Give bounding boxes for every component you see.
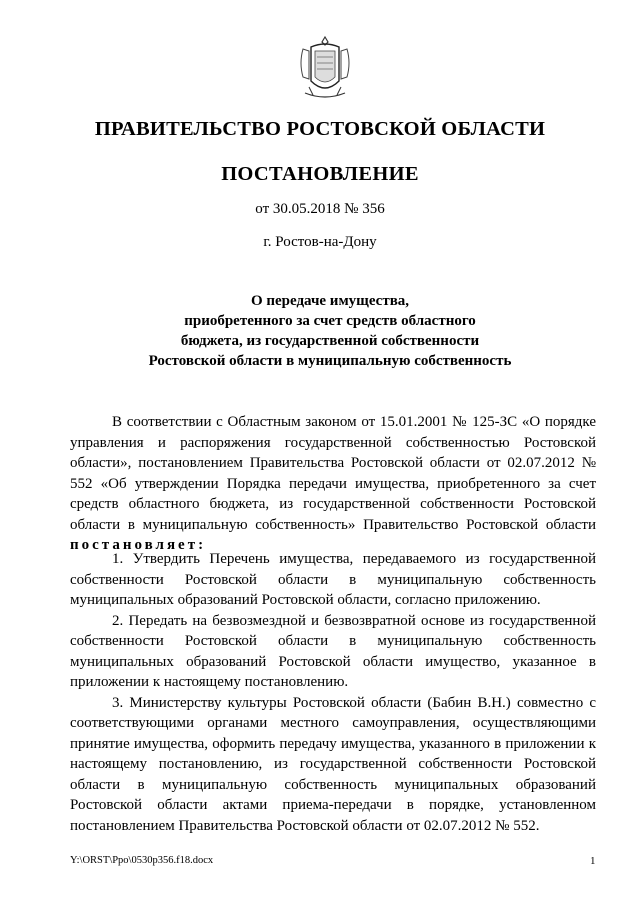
- footer-page-number: 1: [590, 855, 596, 867]
- coat-of-arms-emblem: [295, 33, 355, 105]
- preamble-paragraph: [70, 412, 596, 556]
- document-subject: [120, 291, 540, 371]
- subject-line: О передаче имущества,: [250, 293, 410, 309]
- decree-item: 2. Передать на безвозмездной и безвозвратной основе из государственной собственности Ростовской области в муниципальную собственность муниципальных образований Ростовской области имущество, указанное в приложении к настоящему постановлению.: [70, 612, 596, 690]
- document-type: ПОСТАНОВЛЕНИЕ: [221, 163, 419, 185]
- subject-line: Ростовской области в муниципальную собственность: [148, 353, 512, 369]
- document-date-number: от 30.05.2018 № 356: [255, 201, 385, 217]
- government-title: ПРАВИТЕЛЬСТВО РОСТОВСКОЙ ОБЛАСТИ: [94, 118, 546, 140]
- preamble-text: В соответствии с Областным законом от 15.01.2001 № 125-ЗС «О порядке управления и распоряжения государственной собственностью Ростовской области», постановлением Правительства Ростовской области от 02.07.2012 № 552 «Об утверждении Порядка передачи имущества, приобретенного за счет средств областного бюджета, из государственной собственности Ростовской области в муниципальную собственность» Правительство Ростовской области: [70, 414, 596, 533]
- decree-items: [70, 549, 596, 836]
- document-city: г. Ростов-на-Дону: [263, 234, 377, 250]
- decree-item: 3. Министерству культуры Ростовской области (Бабин В.Н.) совместно с соответствующими органами местного самоуправления, осуществляющими принятие имущества, оформить передачу имущества, указанного в приложении к настоящему постановлению, из государственной собственности Ростовской области в муниципальную собственность муниципальных образований Ростовской области актами приема-передачи в порядке, установленном постановлением Правительства Ростовской области от 02.07.2012 № 552.: [70, 694, 596, 834]
- subject-line: приобретенного за счет средств областного: [184, 313, 476, 329]
- decree-word: постановляет:: [70, 537, 207, 553]
- subject-line: бюджета, из государственной собственности: [180, 333, 480, 349]
- decree-item: 1. Утвердить Перечень имущества, передаваемого из государственной собственности Ростовской области в муниципальную собственность муниципальных образований Ростовской области, согласно приложению.: [70, 551, 596, 608]
- footer-file-path: Y:\ORST\Ppo\0530p356.f18.docx: [70, 855, 214, 866]
